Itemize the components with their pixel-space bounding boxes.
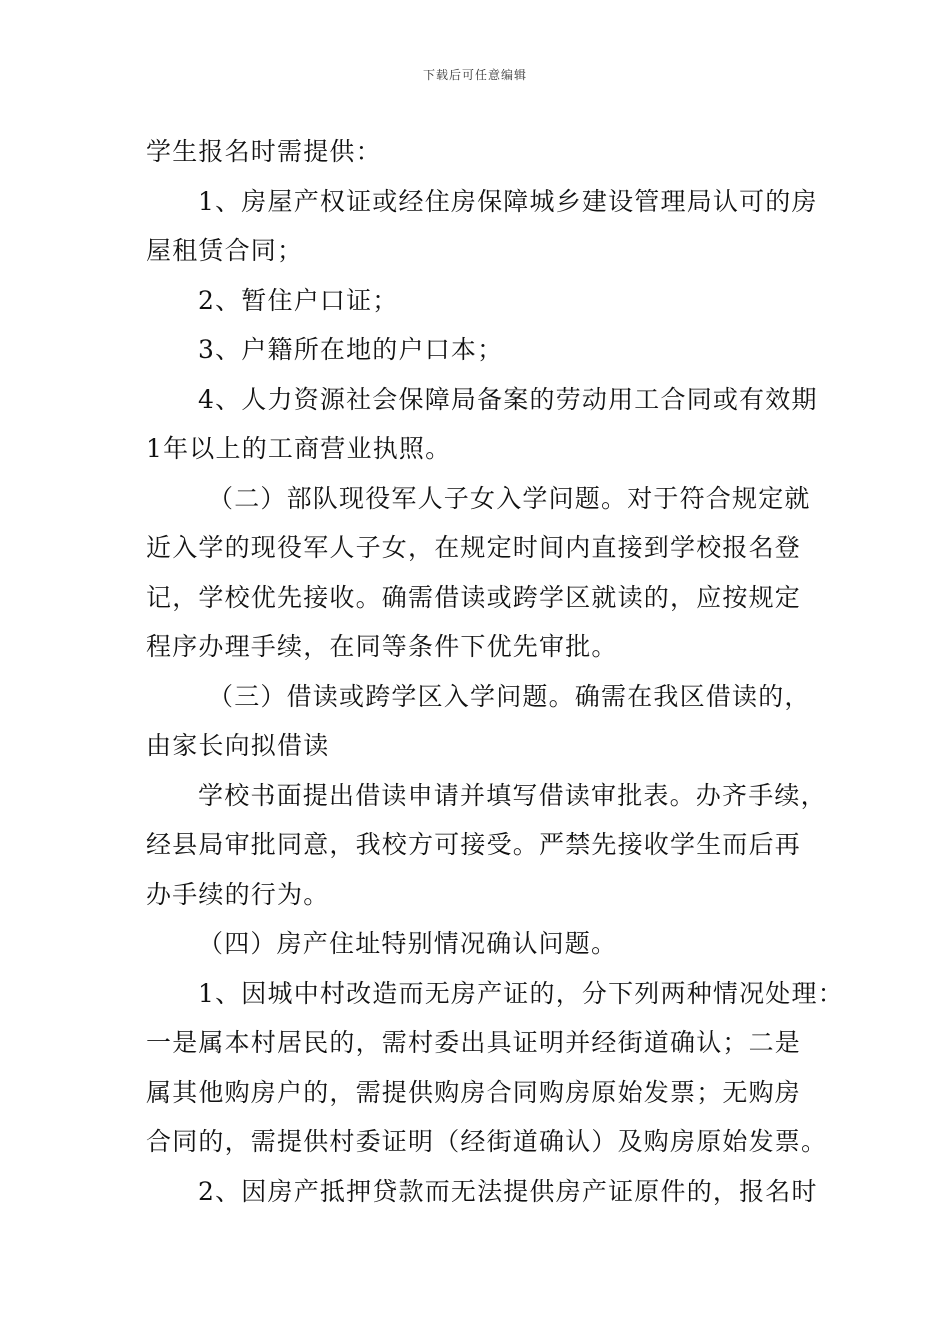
text-line: 2、暂住户口证；: [198, 285, 399, 315]
text-line: （二）部队现役军人子女入学问题。对于符合规定就: [208, 483, 811, 513]
text-line: 学校书面提出借读申请并填写借读审批表。办齐手续，: [198, 780, 827, 810]
text-line: 属其他购房户的，需提供购房合同购房原始发票；无购房: [146, 1077, 802, 1107]
document-body: [146, 132, 844, 1221]
text-line: 一是属本村居民的，需村委出具证明并经街道确认；二是: [146, 1028, 802, 1057]
text-line: 2、因房产抵押贷款而无法提供房产证原件的，报名时: [198, 1176, 818, 1206]
text-line: （三）借读或跨学区入学问题。确需在我区借读的，: [208, 681, 811, 711]
text-line: 办手续的行为。: [146, 879, 330, 909]
text-line: 近入学的现役军人子女，在规定时间内直接到学校报名登: [146, 533, 802, 562]
page-header: 下载后可任意编辑: [422, 68, 527, 82]
text-line: 由家长向拟借读: [146, 731, 330, 760]
text-line: 3、户籍所在地的户口本；: [198, 335, 504, 364]
text-line: （四）房产住址特别情况确认问题。: [198, 929, 618, 958]
text-line: 经县局审批同意，我校方可接受。严禁先接收学生而后再: [146, 830, 802, 859]
text-line: 合同的，需提供村委证明（经街道确认）及购房原始发票。: [146, 1127, 828, 1156]
text-line: 屋租赁合同；: [146, 236, 304, 265]
text-line: 1、因城中村改造而无房产证的，分下列两种情况处理：: [198, 978, 844, 1008]
text-line: 1年以上的工商营业执照。: [146, 434, 452, 463]
text-line: 1、房屋产权证或经住房保障城乡建设管理局认可的房: [198, 186, 818, 216]
text-line: 程序办理手续，在同等条件下优先审批。: [146, 632, 618, 661]
text-line: 学生报名时需提供：: [146, 137, 382, 166]
text-line: 记，学校优先接收。确需借读或跨学区就读的，应按规定: [146, 582, 802, 612]
text-line: 4、人力资源社会保障局备案的劳动用工合同或有效期: [198, 384, 818, 414]
